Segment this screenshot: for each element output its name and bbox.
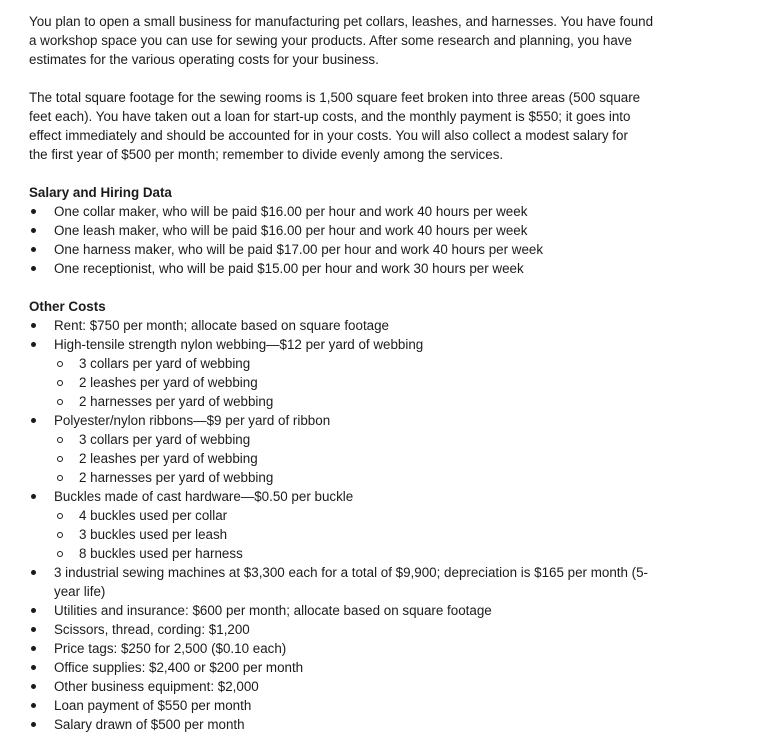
other-costs-heading: Other Costs xyxy=(29,299,106,314)
salary-item-harness-maker: One harness maker, who will be paid $17.00 per hour and work 40 hours per week xyxy=(29,240,709,259)
cost-ribbons-label: Polyester/nylon ribbons—$9 per yard of ribbon xyxy=(54,413,331,428)
intro-p1-line: a workshop space you can use for sewing your products. After some research and planning, you have xyxy=(29,33,632,48)
buckles-sub-harness: 8 buckles used per harness xyxy=(29,544,709,563)
cost-webbing xyxy=(29,335,709,354)
webbing-sub-collars: 3 collars per yard of webbing xyxy=(29,354,709,373)
cost-buckles xyxy=(29,487,709,506)
cost-webbing-label: High-tensile strength nylon webbing—$12 per yard of webbing xyxy=(54,337,424,352)
intro-p2-line: the first year of $500 per month; remember to divide evenly among the services. xyxy=(29,147,504,162)
intro-p2-line: The total square footage for the sewing rooms is 1,500 square feet broken into three areas (500 square xyxy=(29,90,641,105)
cost-salary-drawn: Salary drawn of $500 per month xyxy=(29,715,709,734)
buckles-sub-collar: 4 buckles used per collar xyxy=(29,506,709,525)
cost-buckles-sublist-wrapper xyxy=(29,506,709,563)
intro-paragraph-1 xyxy=(29,12,709,69)
ribbons-sub-harnesses: 2 harnesses per yard of webbing xyxy=(29,468,709,487)
cost-machines-line: year life) xyxy=(54,584,106,599)
cost-webbing-sublist-wrapper xyxy=(29,354,709,411)
cost-loan-payment: Loan payment of $550 per month xyxy=(29,696,709,715)
cost-other-equipment: Other business equipment: $2,000 xyxy=(29,677,709,696)
webbing-sub-leashes: 2 leashes per yard of webbing xyxy=(29,373,709,392)
cost-rent: Rent: $750 per month; allocate based on square footage xyxy=(29,316,709,335)
intro-p2-line: effect immediately and should be accounted for in your costs. You will also collect a modest salary for xyxy=(29,128,628,143)
webbing-sub-harnesses: 2 harnesses per yard of webbing xyxy=(29,392,709,411)
cost-webbing-sublist xyxy=(29,354,709,411)
cost-buckles-label: Buckles made of cast hardware—$0.50 per buckle xyxy=(54,489,354,504)
ribbons-sub-leashes: 2 leashes per yard of webbing xyxy=(29,449,709,468)
intro-p1-line: You plan to open a small business for manufacturing pet collars, leashes, and harnesses. You have found xyxy=(29,14,654,29)
intro-p1-line: estimates for the various operating costs for your business. xyxy=(29,52,379,67)
salary-item-receptionist: One receptionist, who will be paid $15.00 per hour and work 30 hours per week xyxy=(29,259,709,278)
cost-machines-line: 3 industrial sewing machines at $3,300 each for a total of $9,900; depreciation is $165 per month (5- xyxy=(54,565,649,580)
other-costs-list xyxy=(29,316,709,734)
ribbons-sub-collars: 3 collars per yard of webbing xyxy=(29,430,709,449)
salary-list xyxy=(29,202,709,278)
cost-ribbons-sublist xyxy=(29,430,709,487)
salary-item-leash-maker: One leash maker, who will be paid $16.00 per hour and work 40 hours per week xyxy=(29,221,709,240)
cost-buckles-sublist xyxy=(29,506,709,563)
cost-ribbons xyxy=(29,411,709,430)
buckles-sub-leash: 3 buckles used per leash xyxy=(29,525,709,544)
intro-p2-line: feet each). You have taken out a loan for start-up costs, and the monthly payment is $550; it goes into xyxy=(29,109,631,124)
salary-item-collar-maker: One collar maker, who will be paid $16.00 per hour and work 40 hours per week xyxy=(29,202,709,221)
intro-paragraph-2 xyxy=(29,88,709,164)
cost-scissors: Scissors, thread, cording: $1,200 xyxy=(29,620,709,639)
cost-utilities: Utilities and insurance: $600 per month; allocate based on square footage xyxy=(29,601,709,620)
cost-office-supplies: Office supplies: $2,400 or $200 per month xyxy=(29,658,709,677)
salary-heading: Salary and Hiring Data xyxy=(29,185,172,200)
cost-price-tags: Price tags: $250 for 2,500 ($0.10 each) xyxy=(29,639,709,658)
cost-ribbons-sublist-wrapper xyxy=(29,430,709,487)
cost-sewing-machines xyxy=(29,563,709,601)
